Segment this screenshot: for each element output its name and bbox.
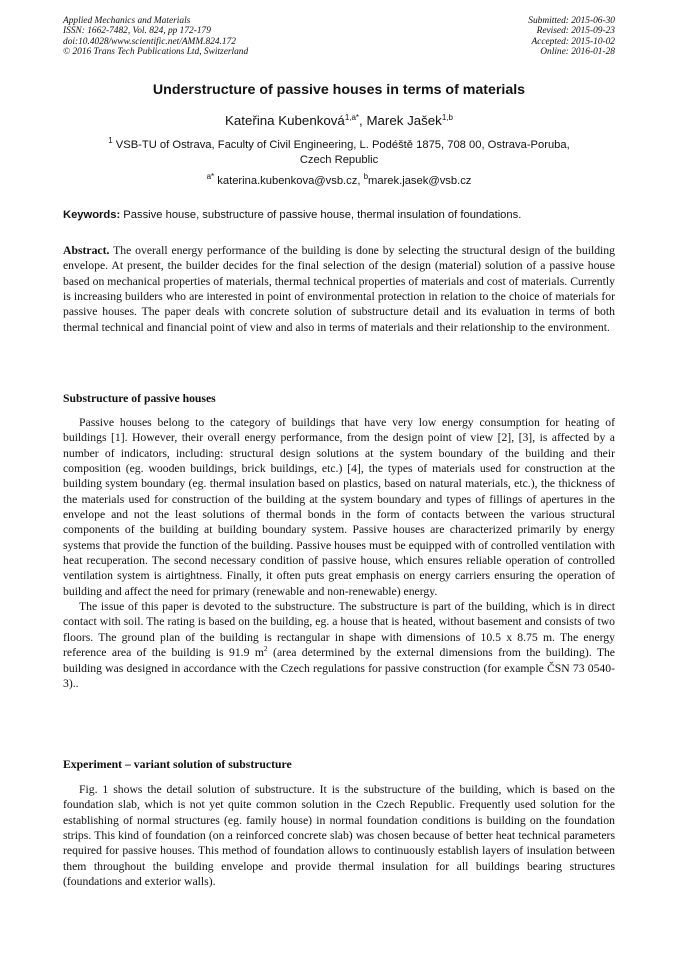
author-list (0, 113, 678, 128)
affiliation (63, 138, 615, 168)
journal-copyright: © 2016 Trans Tech Publications Ltd, Switzerland (63, 47, 249, 58)
keywords-label: Keywords: (63, 209, 121, 221)
paragraph-part: The issue of this paper is devoted to the substructure. The substructure is part of the building, which is in direct contact with soil. The rating is based on the building, eg. a house that is heated, without basement and consists of two floors. The ground plan of the building is rectangular in shape with dimensions of 10.5 x 8.75 m. The energy reference area of the building is 91.9 m (63, 600, 615, 660)
date-submitted: Submitted: 2015-06-30 (528, 16, 615, 26)
author-emails (0, 172, 678, 187)
paragraph (63, 599, 615, 691)
section-experiment-body (63, 782, 615, 889)
author-separator: , (359, 113, 367, 128)
section-heading-substructure: Substructure of passive houses (63, 392, 216, 405)
journal-doi: doi:10.4028/www.scientific.net/AMM.824.172 (63, 36, 236, 47)
author-2-marker: 1,b (441, 113, 453, 122)
section-heading-experiment: Experiment – variant solution of substructure (63, 758, 292, 771)
affiliation-line-1: VSB-TU of Ostrava, Faculty of Civil Engineering, L. Podéště 1875, 708 00, Ostrava-Poruba, (112, 139, 570, 151)
date-online: Online: 2016-01-28 (540, 47, 615, 58)
date-revised: Revised: 2015-09-23 (536, 26, 615, 37)
email-b: marek.jasek@vsb.cz (368, 175, 472, 187)
abstract-text: The overall energy performance of the building is done by selecting the structural design of the building envelope. At present, the builder decides for the final selection of the design (material) solution of a passive house based on mechanical properties of materials, thermal technical properties of materials and cost of materials. Currently is increasing builders who are interested in point of environmental protection in relation to the choice of materials for passive houses. The paper deals with concrete solution of substructure detail and its evaluation in terms of both thermal technical and financial point of view and also in terms of materials and their relationship to the environment. (63, 244, 615, 334)
abstract (63, 243, 615, 335)
email-a-marker: a* (206, 172, 215, 181)
journal-info (63, 16, 248, 58)
journal-issn: ISSN: 1662-7482, Vol. 824, pp 172-179 (63, 26, 211, 37)
paper-title: Understructure of passive houses in terms of materials (152, 82, 526, 98)
paragraph: Fig. 1 shows the detail solution of substructure. It is the substructure of the building, which is based on the foundation slab, which is not yet quite common solution in the Czech Republic. Frequently used solution for the establishing of normal structures (eg. family house) in normal foundation conditions is building on the foundation strips. This kind of foundation (on a reinforced concrete slab) was chosen because of better heat technical parameters required for passive houses. This method of foundation allows to continuously establish layers of insulation between them throughout the building envelope and provide thermal insulation for all buildings bearing structures (foundations and exterior walls). (63, 783, 615, 889)
author-1-marker: 1,a* (344, 113, 360, 122)
keywords-text: Passive house, substructure of passive house, thermal insulation of foundations. (120, 209, 522, 221)
abstract-label: Abstract. (63, 244, 110, 257)
publication-dates (528, 16, 615, 58)
paragraph-part: (area determined by the external dimensions from the building). The building was designed in accordance with the Czech regulations for passive construction (for example ČSN 73 0540-3).. (63, 646, 615, 690)
author-1: Kateřina Kubenková (225, 113, 345, 128)
keywords (63, 209, 623, 221)
superscript: 2 (263, 644, 268, 654)
journal-name: Applied Mechanics and Materials (63, 16, 191, 26)
affiliation-marker: 1 (108, 136, 113, 145)
email-b-marker: b (363, 172, 369, 181)
date-accepted: Accepted: 2015-10-02 (531, 36, 615, 47)
affiliation-line-2: Czech Republic (299, 154, 379, 166)
author-2: Marek Jašek (366, 113, 442, 128)
section-substructure-body (63, 415, 615, 691)
paragraph: Passive houses belong to the category of buildings that have very low energy consumption for heating of buildings [1]. However, their overall energy performance, from the design point of view [2], [3], is affected by a number of indicators, including: structural design solutions at the system boundary of the building and their composition (eg. wooden buildings, brick buildings, etc.) [4], the types of materials used for construction at the building system boundary (eg. thermal insulation based on plastics, based on natural materials, etc.), the thickness of the materials used for construction of the building at the system boundary and types of fillings of apertures in the envelope and not the least solutions of thermal bonds in the form of contacts between the various structural components of the building at building boundary system. Passive houses are characterized primarily by energy systems that provide the function of the building. Passive houses must be equipped with of controlled ventilation with heat recuperation. The second necessary condition of passive house, which ensures reliable operation of controlled ventilation system is airtightness. Finally, it often puts great emphasis on energy carriers ensuring the operation of building and affect the need for primary (renewable and non-renewable) energy. (63, 416, 615, 598)
email-a: katerina.kubenkova@vsb.cz, (214, 175, 364, 187)
